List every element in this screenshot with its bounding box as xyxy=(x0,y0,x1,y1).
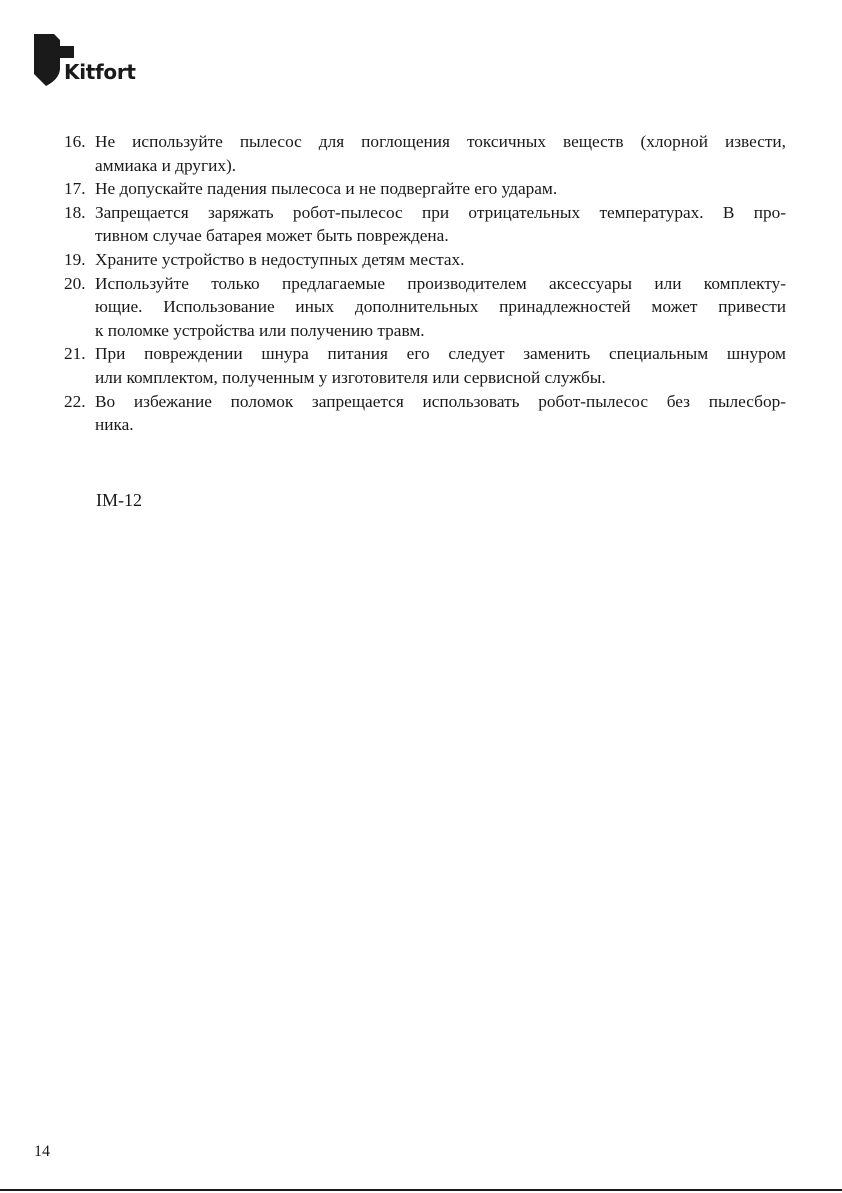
rule-text-line: Используйте только предлагаемые производителем аксессуары или комплекту- xyxy=(95,273,786,293)
rule-text-line: к поломке устройства или получению травм. xyxy=(95,320,425,340)
rule-text-line: или комплектом, полученным у изготовителя или сервисной службы. xyxy=(95,367,606,387)
rule-text-line: тивном случае батарея может быть повреждена. xyxy=(95,226,449,246)
rule-number: 19. xyxy=(64,249,86,269)
rule-number: 16. xyxy=(64,132,86,151)
rule-text-line: аммиака и других). xyxy=(95,155,237,175)
rule-text-line: Во избежание поломок запрещается использовать робот-пылесос без пылесбор- xyxy=(95,391,786,411)
kitfort-logo xyxy=(34,34,144,86)
rule-number: 20. xyxy=(64,273,86,293)
rule-item xyxy=(64,390,786,437)
footer-divider xyxy=(0,1189,842,1191)
model-code: IM-12 xyxy=(96,490,142,510)
rule-item xyxy=(64,130,786,177)
rule-item xyxy=(64,201,786,248)
rule-number: 22. xyxy=(64,391,86,411)
rule-text-line: Не допускайте падения пылесоса и не подвергайте его ударам. xyxy=(95,179,558,199)
page-number: 14 xyxy=(34,1143,50,1160)
rule-text-line: Не используйте пылесос для поглощения токсичных веществ (хлорной извести, xyxy=(95,132,786,151)
rule-number: 18. xyxy=(64,202,86,222)
rule-text-line: ющие. Использование иных дополнительных принадлежностей может привести xyxy=(95,297,786,317)
rule-number: 17. xyxy=(64,179,86,199)
rule-text-line: ника. xyxy=(95,415,134,435)
rule-text-line: Запрещается заряжать робот-пылесос при отрицательных температурах. В про- xyxy=(95,202,786,222)
rule-item xyxy=(64,342,786,389)
rule-number: 21. xyxy=(64,344,86,364)
rule-item xyxy=(64,177,786,201)
safety-rules-list xyxy=(64,130,786,437)
brand-name: Kitfort xyxy=(64,60,136,84)
rule-item xyxy=(64,272,786,343)
rule-text-line: При повреждении шнура питания его следует заменить специальным шнуром xyxy=(95,344,786,364)
safety-rules-section xyxy=(64,130,786,437)
rule-text-line: Храните устройство в недоступных детям местах. xyxy=(95,249,465,269)
rule-item xyxy=(64,248,786,272)
